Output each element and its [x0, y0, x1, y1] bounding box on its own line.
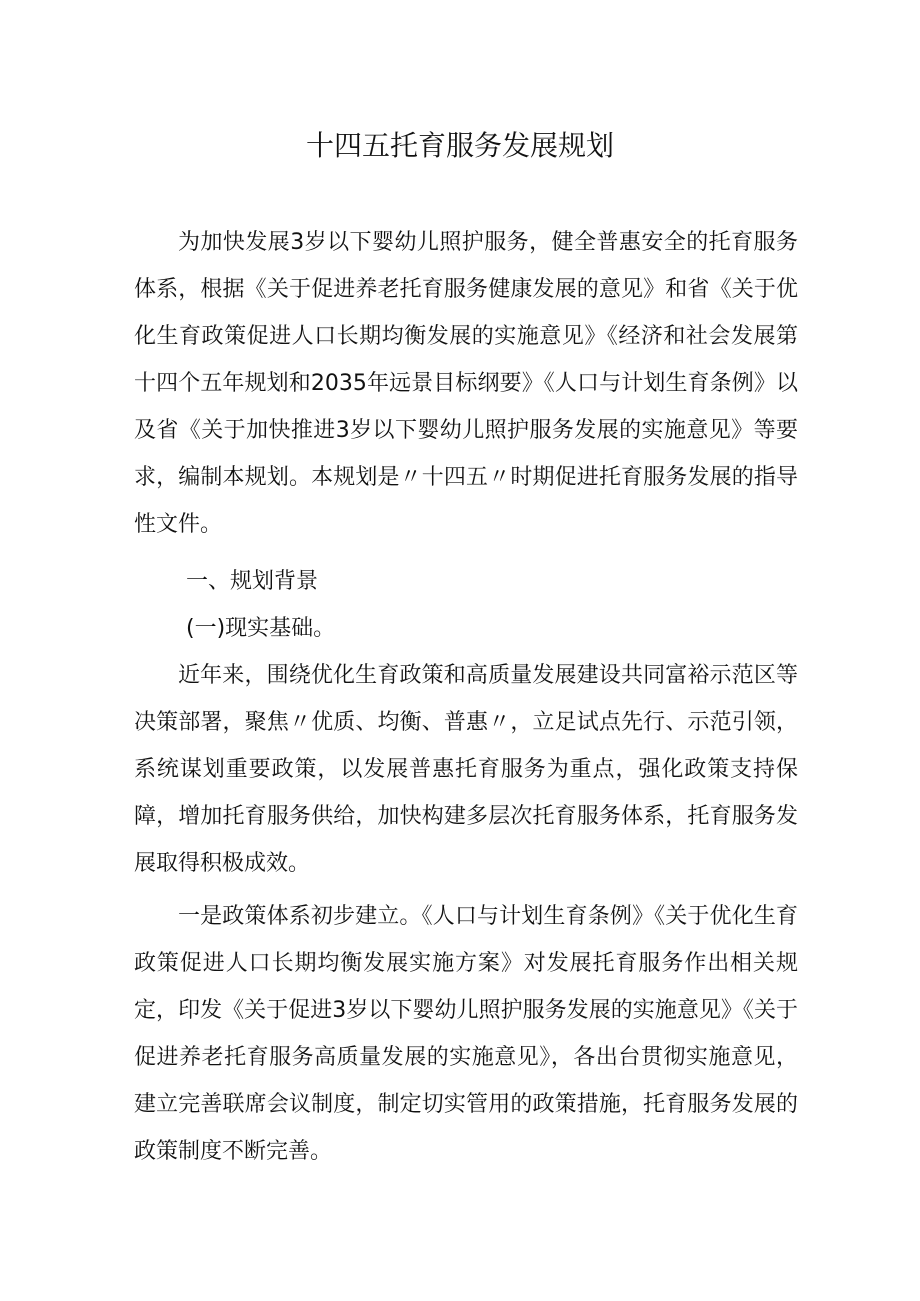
- paragraph-3-block: [134, 893, 798, 1175]
- paragraph-3: 一是政策体系初步建立。《人口与计划生育条例》《关于优化生育政策促进人口长期均衡发展实施方案》对发展托育服务作出相关规定，印发《关于促进3岁以下婴幼儿照护服务发展的实施意见》《关于促进养老托育服务高质量发展的实施意见》，各出台贯彻实施意见，建立完善联席会议制度，制定切实管用的政策措施，托育服务发展的政策制度不断完善。: [134, 904, 798, 1164]
- document-title: 十四五托育服务发展规划: [305, 129, 614, 162]
- section-heading-block: [134, 558, 798, 605]
- intro-paragraph: 为加快发展3岁以下婴幼儿照护服务，健全普惠安全的托育服务体系，根据《关于促进养老托育服务健康发展的意见》和省《关于优化生育政策促进人口长期均衡发展的实施意见》《经济和社会发展第十四个五年规划和2035年远景目标纲要》《人口与计划生育条例》以及省《关于加快推进3岁以下婴幼儿照护服务发展的实施意见》等要求，编制本规划。本规划是〃十四五〃时期促进托育服务发展的指导性文件。: [134, 230, 798, 537]
- paragraph-2-block: [134, 652, 798, 887]
- section-heading: 一、规划背景: [186, 569, 319, 594]
- subsection-heading: (一)现实基础。: [186, 616, 336, 641]
- subsection-heading-block: [134, 605, 798, 652]
- intro-paragraph-block: [134, 219, 798, 548]
- paragraph-2: 近年来，围绕优化生育政策和高质量发展建设共同富裕示范区等决策部署，聚焦〃优质、均衡、普惠〃，立足试点先行、示范引领，系统谋划重要政策，以发展普惠托育服务为重点，强化政策支持保障，增加托育服务供给，加快构建多层次托育服务体系，托育服务发展取得积极成效。: [134, 663, 798, 876]
